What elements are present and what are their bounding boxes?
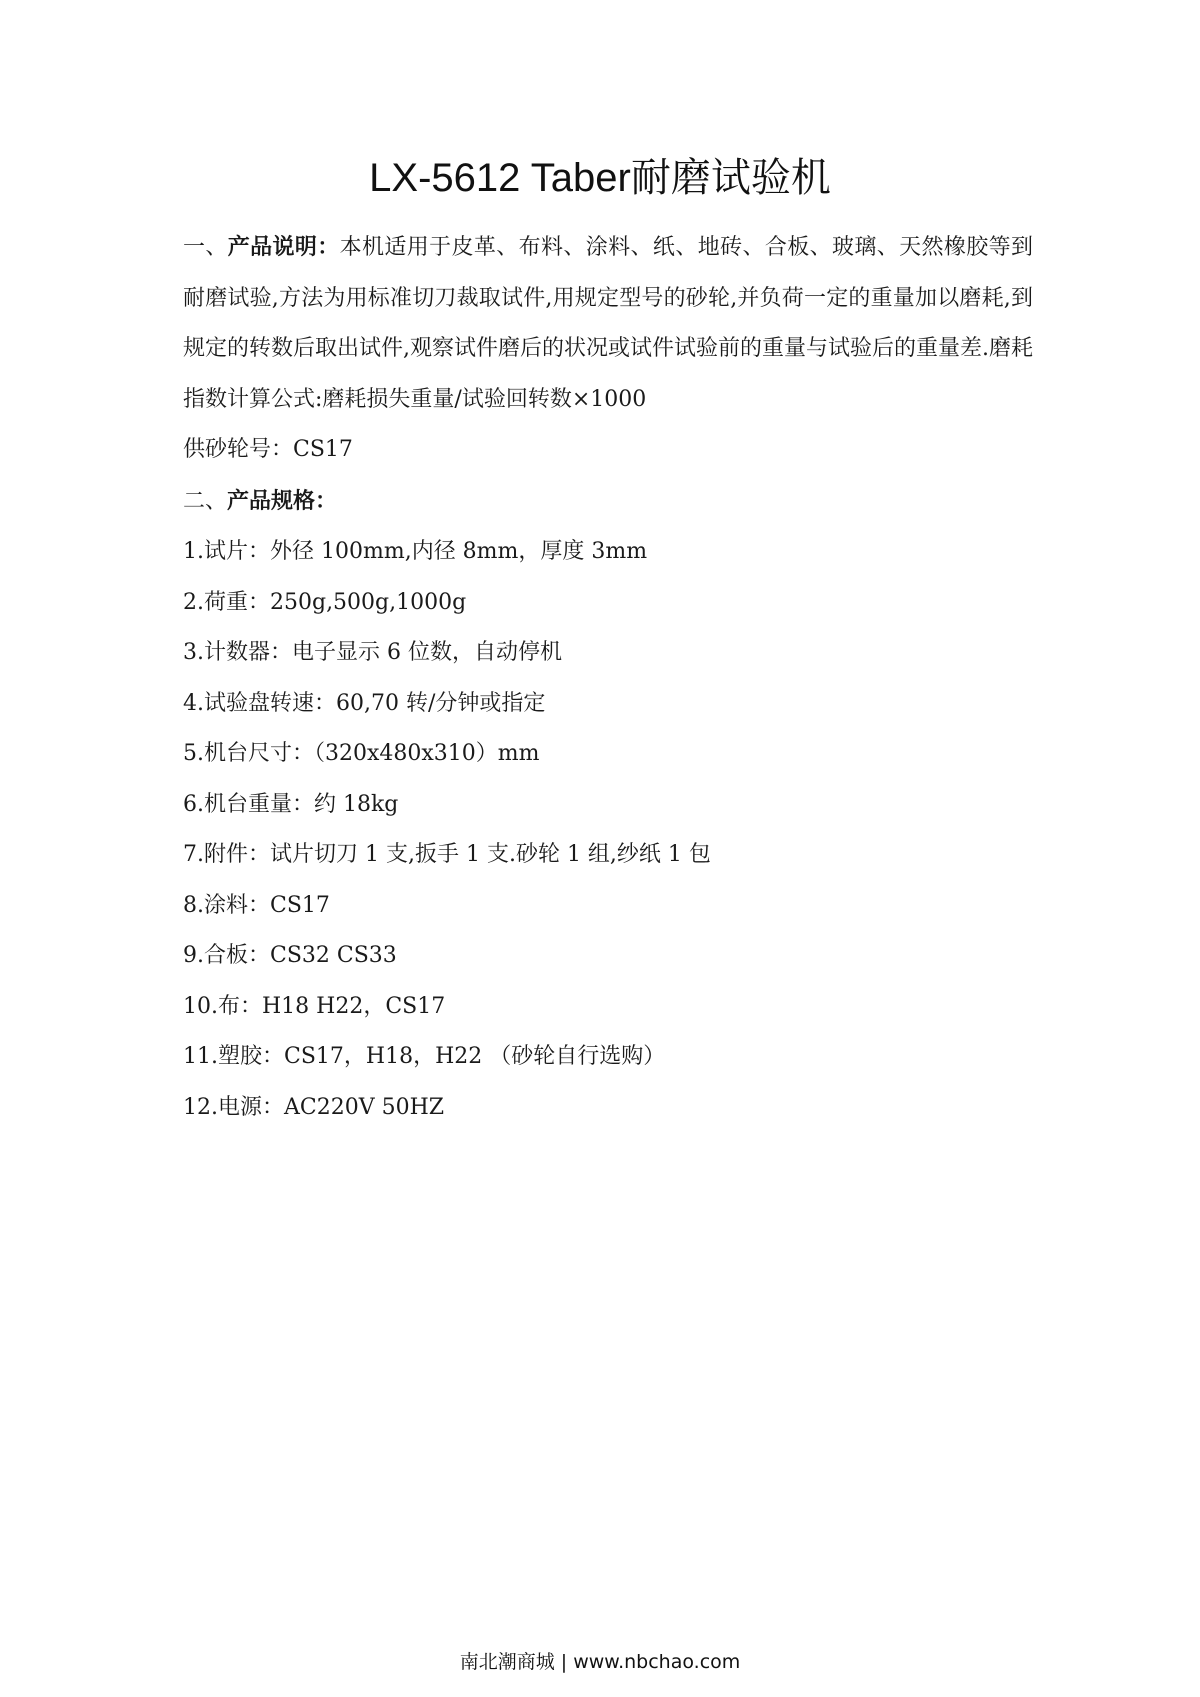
spec-item-9: 9.合板：CS32 CS33 xyxy=(183,943,397,968)
spec-item-4: 4.试验盘转速：60,70 转/分钟或指定 xyxy=(183,690,546,716)
document-title: LX-5612 Taber耐磨试验机 xyxy=(369,156,831,200)
spec-item-10: 10.布：H18 H22，CS17 xyxy=(183,993,446,1019)
spec-item-11: 11.塑胶：CS17，H18，H22 （砂轮自行选购） xyxy=(183,1044,666,1069)
section1-label: 产品说明： xyxy=(227,234,340,260)
section2-label: 产品规格： xyxy=(227,487,338,514)
specifications-list xyxy=(183,527,1033,1133)
section2-prefix: 二、 xyxy=(183,488,228,514)
spec-item-7: 7.附件：试片切刀 1 支,扳手 1 支.砂轮 1 组,纱纸 1 包 xyxy=(183,842,711,867)
spec-item-3: 3.计数器：电子显示 6 位数，自动停机 xyxy=(183,640,562,665)
section1-prefix: 一、 xyxy=(183,235,228,260)
spec-item-2: 2.荷重：250g,500g,1000g xyxy=(183,589,467,615)
document-body xyxy=(183,222,1033,1133)
spec-item-5: 5.机台尺寸：（320x480x310）mm xyxy=(183,741,540,766)
wheel-number-line: 供砂轮号：CS17 xyxy=(183,437,353,462)
page-footer xyxy=(0,1648,1200,1676)
section1-text: 本机适用于皮革、布料、涂料、纸、地砖、合板、玻璃、天然橡胶等到耐磨试验,方法为用标准切刀裁取试件,用规定型号的砂轮,并负荷一定的重量加以磨耗,到规定的转数后取出试件,观察试件磨后的状况或试件试验前的重量与试验后的重量差.磨耗指数计算公式:磨耗损失重量/试验回转数×1000 xyxy=(183,235,1033,412)
footer-site-name: 南北潮商城 xyxy=(459,1651,555,1673)
specifications-heading xyxy=(183,476,1033,528)
spec-item-12: 12.电源：AC220V 50HZ xyxy=(183,1094,445,1120)
product-description xyxy=(183,222,1033,425)
spec-item-1: 1.试片：外径 100mm,内径 8mm，厚度 3mm xyxy=(183,539,648,564)
spec-item-8: 8.涂料：CS17 xyxy=(183,892,330,918)
footer-website-link[interactable]: www.nbchao.com xyxy=(573,1651,741,1673)
footer-separator: | xyxy=(560,1651,568,1673)
spec-item-6: 6.机台重量：约 18kg xyxy=(183,791,399,817)
